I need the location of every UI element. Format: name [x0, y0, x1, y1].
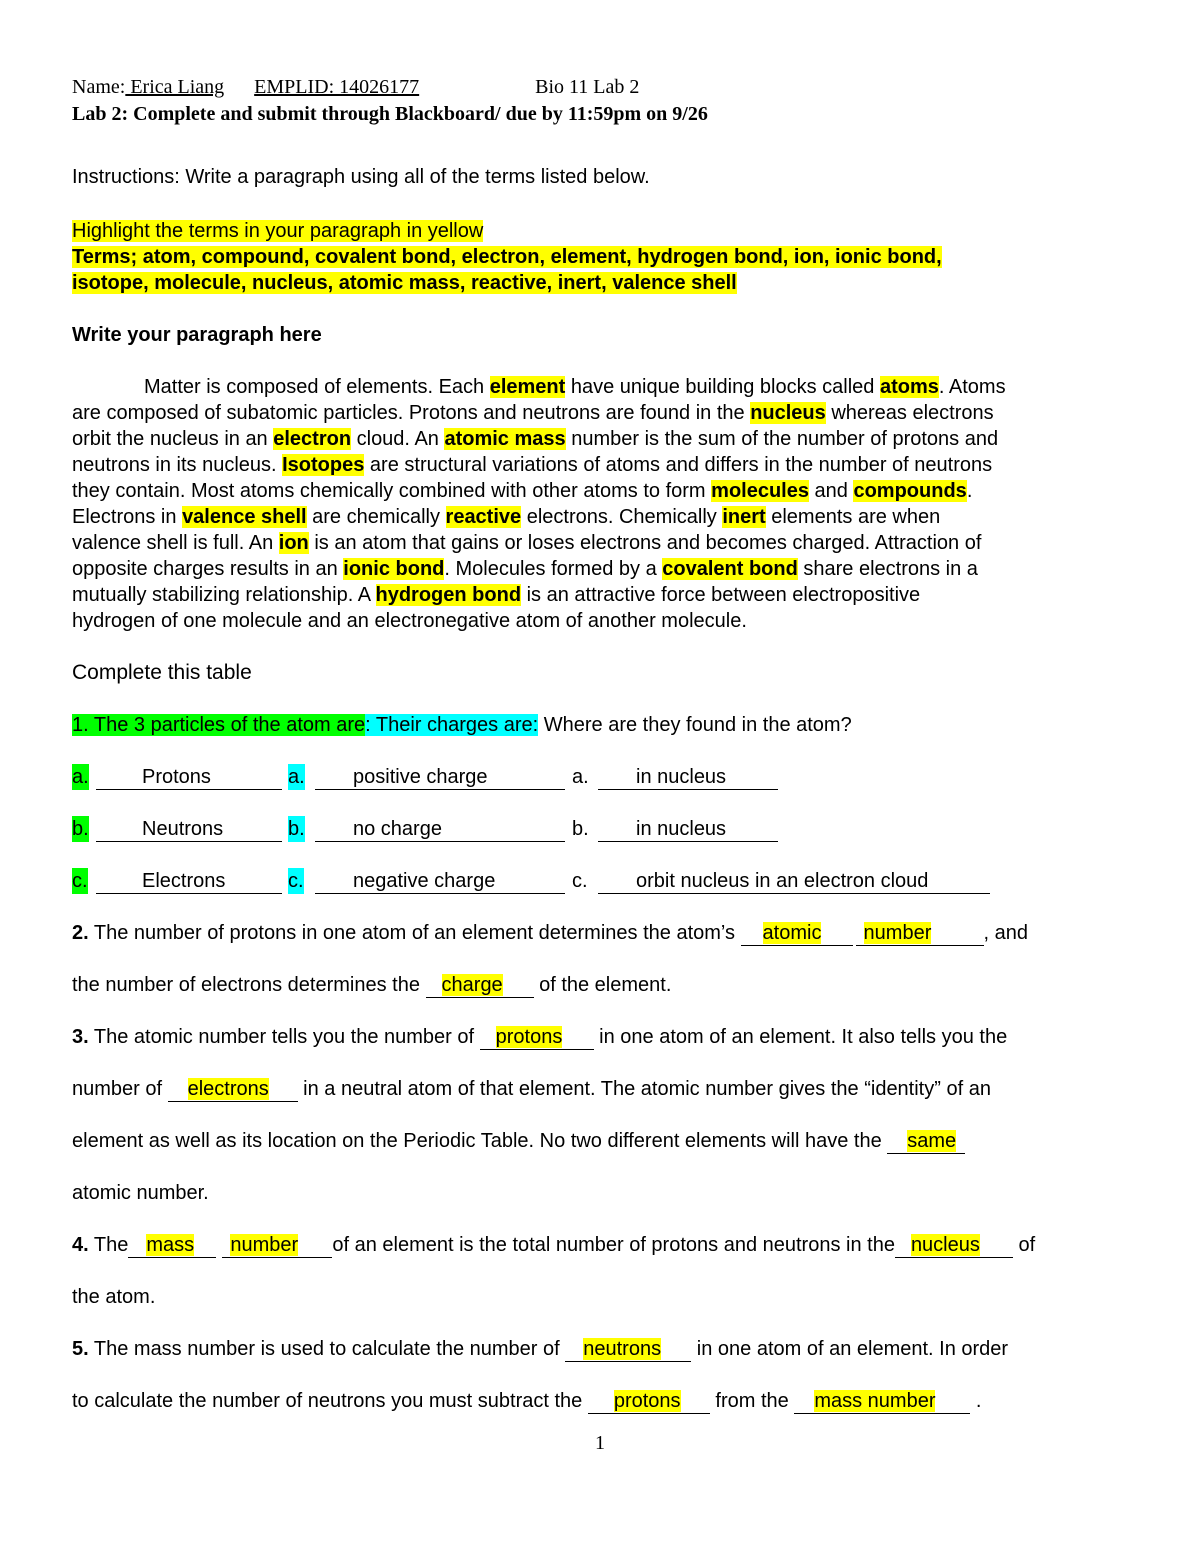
header-line — [72, 74, 639, 100]
answer-q2-atomic[interactable]: atomic — [762, 922, 822, 944]
term-hydrogen-bond: hydrogen bond — [375, 584, 522, 606]
emplid: EMPLID: 14026177 — [254, 76, 420, 98]
answer-q2-number[interactable]: number — [863, 922, 932, 944]
answer-location-b[interactable]: in nucleus — [598, 818, 778, 842]
q2-line-1: 2. The number of protons in one atom of an element determines the atom’s atomic number , and — [72, 922, 1029, 944]
term-ion: ion — [278, 532, 309, 554]
q1-header: 1. The 3 particles of the atom are: Their charges are: Where are they found in the atom? — [72, 714, 852, 736]
q4-line-1: 4. The mass number of an element is the total number of protons and neutrons in the nucleus of — [72, 1234, 1036, 1256]
answer-q5-protons[interactable]: protons — [613, 1390, 681, 1412]
name-label: Name: — [72, 76, 126, 98]
answer-particle-b[interactable]: Neutrons — [96, 818, 282, 842]
q3-line-3: element as well as its location on the Periodic Table. No two different elements will have the same — [72, 1128, 965, 1154]
q3-line-4: atomic number. — [72, 1182, 209, 1204]
answer-q3-protons[interactable]: protons — [495, 1026, 563, 1048]
term-inert: inert — [722, 506, 766, 528]
terms-line-1: Terms; atom, compound, covalent bond, electron, element, hydrogen bond, ion, ionic bond, — [72, 246, 942, 268]
answer-q3-same[interactable]: same — [907, 1130, 957, 1152]
answer-q4-mass[interactable]: mass — [146, 1234, 195, 1256]
term-molecules: molecules — [711, 480, 809, 502]
terms-line-2: isotope, molecule, nucleus, atomic mass, reactive, inert, valence shell — [72, 272, 737, 294]
term-element: element — [489, 376, 566, 398]
term-compounds: compounds — [853, 480, 967, 502]
term-atoms: atoms — [879, 376, 939, 398]
answer-q4-number[interactable]: number — [230, 1234, 299, 1256]
term-atomic-mass: atomic mass — [444, 428, 566, 450]
answer-q3-electrons[interactable]: electrons — [187, 1078, 269, 1100]
term-covalent-bond: covalent bond — [662, 558, 798, 580]
term-ionic-bond: ionic bond — [343, 558, 445, 580]
table-heading: Complete this table — [72, 661, 252, 684]
answer-location-c[interactable]: orbit nucleus in an electron cloud — [598, 870, 990, 894]
answer-charge-b[interactable]: no charge — [315, 818, 565, 842]
term-nucleus: nucleus — [750, 402, 826, 424]
q3-line-1: 3. The atomic number tells you the number of protons in one atom of an element. It also tells you the — [72, 1026, 1008, 1048]
answer-charge-a[interactable]: positive charge — [315, 766, 565, 790]
instructions: Instructions: Write a paragraph using all of the terms listed below. — [72, 166, 650, 188]
write-heading: Write your paragraph here — [72, 324, 322, 346]
course-label: Bio 11 Lab 2 — [535, 76, 640, 98]
term-electron: electron — [273, 428, 352, 450]
q2-line-2: the number of electrons determines the charge of the element. — [72, 974, 672, 996]
answer-location-a[interactable]: in nucleus — [598, 766, 778, 790]
answer-q5-mass-number[interactable]: mass number — [814, 1390, 936, 1412]
q3-line-2: number of electrons in a neutral atom of that element. The atomic number gives the “identity” of an — [72, 1078, 991, 1100]
answer-q2-charge[interactable]: charge — [441, 974, 503, 996]
term-valence-shell: valence shell — [182, 506, 307, 528]
answer-particle-a[interactable]: Protons — [96, 766, 282, 790]
q4-line-2: the atom. — [72, 1286, 156, 1308]
answer-particle-c[interactable]: Electrons — [96, 870, 282, 894]
q5-line-1: 5. The mass number is used to calculate the number of neutrons in one atom of an element. In order — [72, 1338, 1009, 1360]
answer-q4-nucleus[interactable]: nucleus — [910, 1234, 980, 1256]
page-number: 1 — [595, 1432, 605, 1454]
document-page: Name: Erica Liang EMPLID: 14026177 Bio 11 Lab 2 Lab 2: Complete and submit through Blackboard/ due by 11:59pm on 9/26 Instructions: Write a paragraph using all of the terms listed below. Highlight the terms in your paragraph in yellow Terms; atom, compound, covalent bond, electron, element, hydrogen bond, ion, ionic bond, isotope, molecule, nucleus, atomic mass, reactive, inert, valence shell Write your paragraph here Matter is composed of elements. Each element have unique building blocks called atoms. Atoms are composed of subatomic particles. Protons and neutrons are found in the nucleus whereas electrons orbit the nucleus in an electron cloud. An atomic mass number is the sum of the number of protons and neutrons in its nucleus. Isotopes are structural variations of atoms and differs in the number of neutrons they contain. Most atoms chemically combined with other atoms to form molecules and compounds. Electrons in valence shell are chemically reactive electrons. Chemically inert elements are when valence shell is full. An ion is an atom that gains or loses electrons and becomes charged. Attraction of opposite charges results in an ionic bond. Molecules formed by a covalent bond share electrons in a mutually stabilizing relationship. A hydrogen bond is an attractive force between electropositive hydrogen of one molecule and an electronegative atom of another molecule. Complete this table 1. The 3 particles of the atom are: Their charges are: Where are they found in the atom? a. Protons a. positive charge a. in nucleus b. Neutrons b. no charge b. in nucleus c. Electrons c. negative charge c. orbit nucleus in an electron cloud 2. The number of protons in one atom of an element determines the atom’s atomic number , and the number of electrons determines the charge of the element. 3. The atomic number tells you the number of protons in one atom of an element. It also tells you the number of electrons in a neutral atom of that element. The atomic number gives the “identity” of an element as well as its location on the Periodic Table. No two different elements will have the same atomic number. 4. The mass number of an element is the total number of protons and neutrons in the nucleus of the atom. 5. The mass number is used to calculate the number of neutrons in one atom of an element. In order to calculate the number of neutrons you must subtract the protons from the mass number . 1 — [0, 0, 1200, 1553]
answer-paragraph: Matter is composed of elements. Each element have unique building blocks called atoms. Atoms are composed of subatomic particles. Protons and neutrons are found in the nucleus whereas electrons orbit the nucleus in an electron cloud. An atomic mass number is the sum of the number of protons and neutrons in its nucleus. Isotopes are structural variations of atoms and differs in the number of neutrons they contain. Most atoms chemically combined with other atoms to form molecules and compounds. Electrons in valence shell are chemically reactive electrons. Chemically inert elements are when valence shell is full. An ion is an atom that gains or loses electrons and becomes charged. Attraction of opposite charges results in an ionic bond. Molecules formed by a covalent bond share electrons in a mutually stabilizing relationship. A hydrogen bond is an attractive force between electropositive hydrogen of one molecule and an electronegative atom of another molecule. — [72, 376, 1006, 632]
answer-charge-c[interactable]: negative charge — [315, 870, 565, 894]
term-isotopes: Isotopes — [282, 454, 365, 476]
answer-q5-neutrons[interactable]: neutrons — [583, 1338, 662, 1360]
highlight-note: Highlight the terms in your paragraph in yellow — [72, 220, 484, 242]
student-name: Erica Liang — [125, 76, 225, 98]
q5-line-2: to calculate the number of neutrons you must subtract the protons from the mass number . — [72, 1390, 982, 1412]
term-reactive: reactive — [445, 506, 522, 528]
lab-title: Lab 2: Complete and submit through Blackboard/ due by 11:59pm on 9/26 — [72, 103, 708, 125]
